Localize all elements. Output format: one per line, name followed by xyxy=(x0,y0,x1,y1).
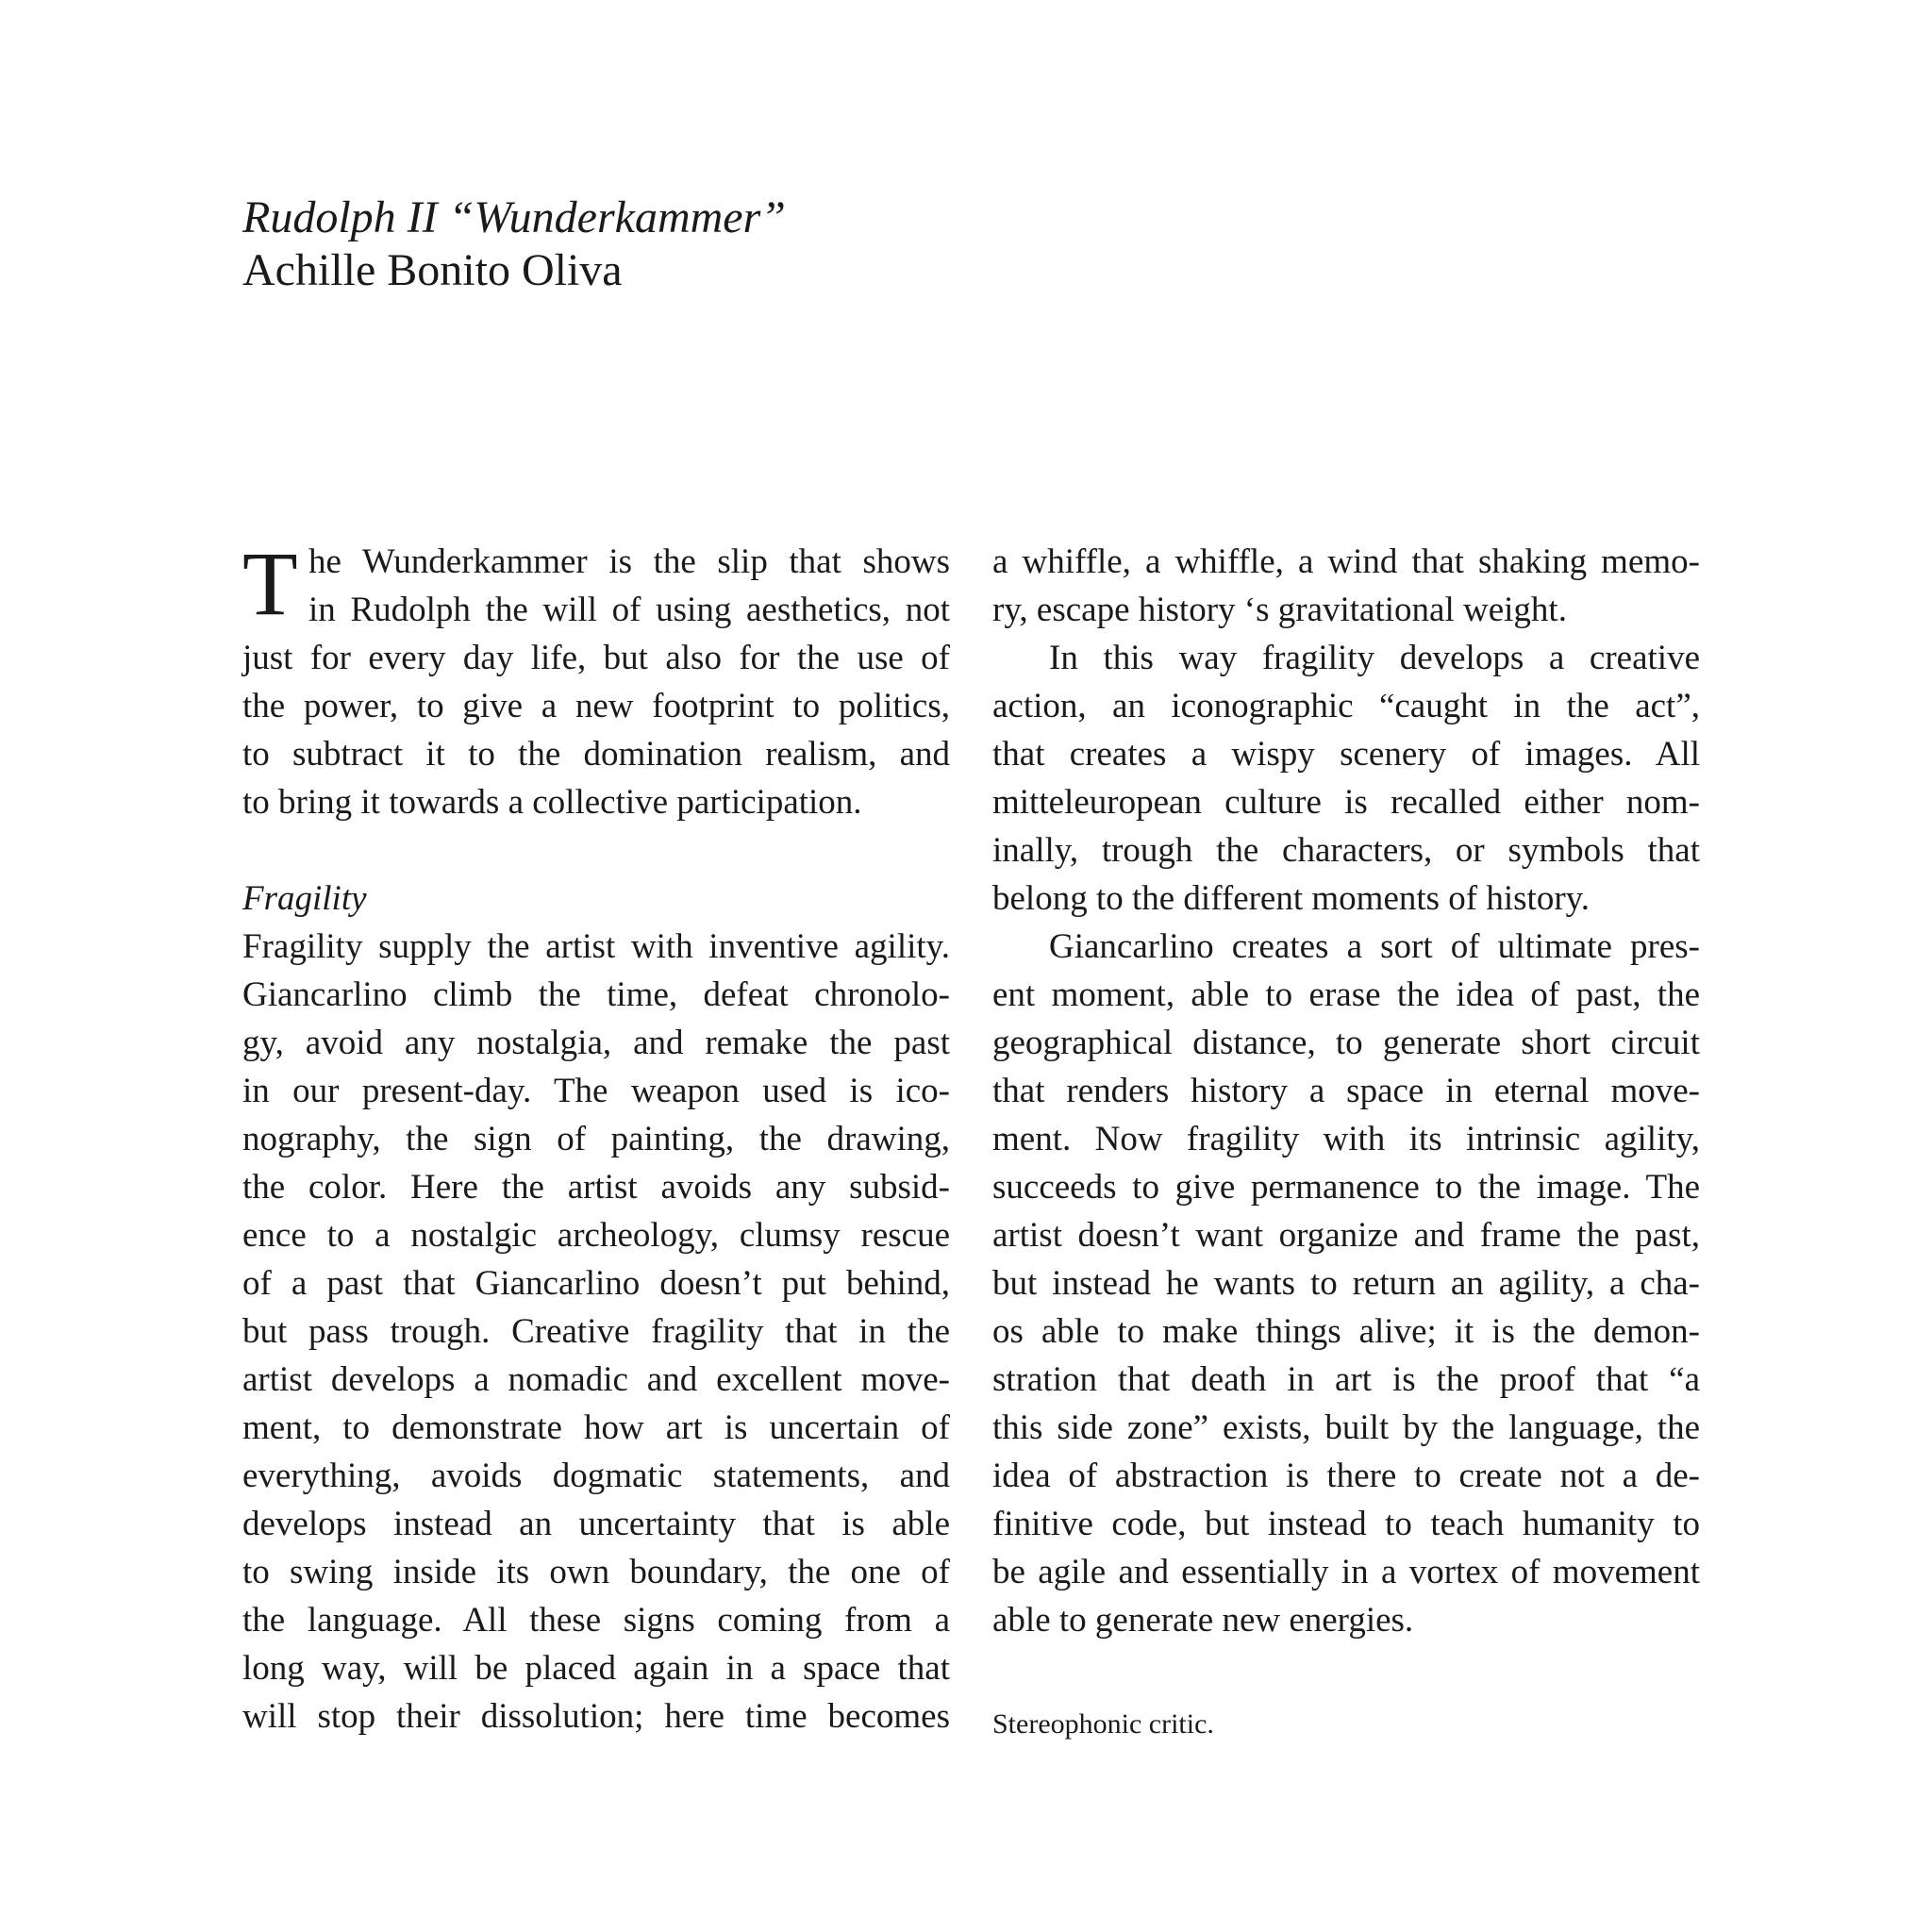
text-line-content: he Wunderkammer is the slip that shows xyxy=(308,542,950,581)
text-line: mitteleuropean culture is recalled either nom- xyxy=(992,783,1700,822)
text-line: the power, to give a new footprint to politics, xyxy=(242,687,950,725)
text-line: artist develops a nomadic and excellent move- xyxy=(242,1360,950,1399)
text-line: that renders history a space in eternal move- xyxy=(992,1072,1700,1110)
fragility-paragraph xyxy=(242,923,950,1740)
text-line: that creates a wispy scenery of images. All xyxy=(992,735,1700,774)
drop-cap: T xyxy=(242,533,298,634)
text-line: but instead he wants to return an agility, a cha- xyxy=(992,1264,1700,1303)
text-line: of a past that Giancarlino doesn’t put behind, xyxy=(242,1264,950,1303)
intro-paragraph xyxy=(242,533,950,826)
text-line: belong to the different moments of history. xyxy=(992,879,1590,918)
text-line: artist doesn’t want organize and frame the past, xyxy=(992,1216,1700,1255)
text-line: ment, to demonstrate how art is uncertain of xyxy=(242,1408,950,1447)
section-heading: Fragility xyxy=(242,879,367,918)
present-moment-paragraph xyxy=(992,923,1700,1644)
text-line: gy, avoid any nostalgia, and remake the past xyxy=(242,1024,950,1062)
continuation-paragraph xyxy=(992,538,1700,634)
text-line: In this way fragility develops a creative xyxy=(1049,639,1700,677)
text-line: be agile and essentially in a vortex of movement xyxy=(992,1553,1700,1591)
text-line: geographical distance, to generate short circuit xyxy=(992,1024,1700,1062)
text-line: ment. Now fragility with its intrinsic agility, xyxy=(992,1120,1700,1158)
text-line: the color. Here the artist avoids any subsid- xyxy=(242,1168,950,1207)
right-column xyxy=(992,538,1700,1743)
text-line: to subtract it to the domination realism, and xyxy=(242,735,950,774)
text-line: just for every day life, but also for the use of xyxy=(242,639,950,677)
text-line: os able to make things alive; it is the demon- xyxy=(992,1312,1700,1351)
text-line: finitive code, but instead to teach humanity to xyxy=(992,1505,1700,1543)
text-line: nography, the sign of painting, the drawing, xyxy=(242,1120,950,1158)
text-line: action, an iconographic “caught in the act”, xyxy=(992,687,1700,725)
text-line-content: in Rudolph the will of using aesthetics, not xyxy=(308,591,950,629)
paragraph-gap xyxy=(242,826,950,874)
text-line: a whiffle, a whiffle, a wind that shaking memo- xyxy=(992,542,1700,581)
text-line: inally, trough the characters, or symbols that xyxy=(992,831,1700,870)
article-title: Rudolph II “Wunderkammer” xyxy=(242,192,786,242)
author-name: Achille Bonito Oliva xyxy=(242,245,623,295)
text-line: ent moment, able to erase the idea of past, the xyxy=(992,975,1700,1014)
text-line: everything, avoids dogmatic statements, and xyxy=(242,1457,950,1495)
text-line: develops instead an uncertainty that is able xyxy=(242,1505,950,1543)
text-line: Giancarlino creates a sort of ultimate pres- xyxy=(1049,927,1700,966)
iconographic-paragraph xyxy=(992,634,1700,923)
text-line: to bring it towards a collective participation. xyxy=(242,783,862,822)
left-column xyxy=(242,533,950,1740)
signoff: Stereophonic critic. xyxy=(992,1708,1214,1740)
text-line: will stop their dissolution; here time becomes xyxy=(242,1697,950,1736)
text-line: this side zone” exists, built by the language, the xyxy=(992,1408,1700,1447)
text-line: Giancarlino climb the time, defeat chronolo- xyxy=(242,975,950,1014)
text-line: succeeds to give permanence to the image. The xyxy=(992,1168,1700,1207)
text-line: stration that death in art is the proof that “a xyxy=(992,1360,1700,1399)
text-line: in our present-day. The weapon used is ico- xyxy=(242,1072,950,1110)
text-line: Fragility supply the artist with inventive agility. xyxy=(242,927,950,966)
text-line: but pass trough. Creative fragility that in the xyxy=(242,1312,950,1351)
text-line: ence to a nostalgic archeology, clumsy rescue xyxy=(242,1216,950,1255)
text-line xyxy=(242,586,950,634)
text-line: long way, will be placed again in a space that xyxy=(242,1649,950,1688)
text-line: to swing inside its own boundary, the one of xyxy=(242,1553,950,1591)
text-line: idea of abstraction is there to create not a de- xyxy=(992,1457,1700,1495)
text-line: the language. All these signs coming from a xyxy=(242,1601,950,1640)
text-line: ry, escape history ‘s gravitational weight. xyxy=(992,591,1567,629)
text-line: able to generate new energies. xyxy=(992,1601,1414,1640)
paragraph-gap xyxy=(992,1644,1700,1692)
